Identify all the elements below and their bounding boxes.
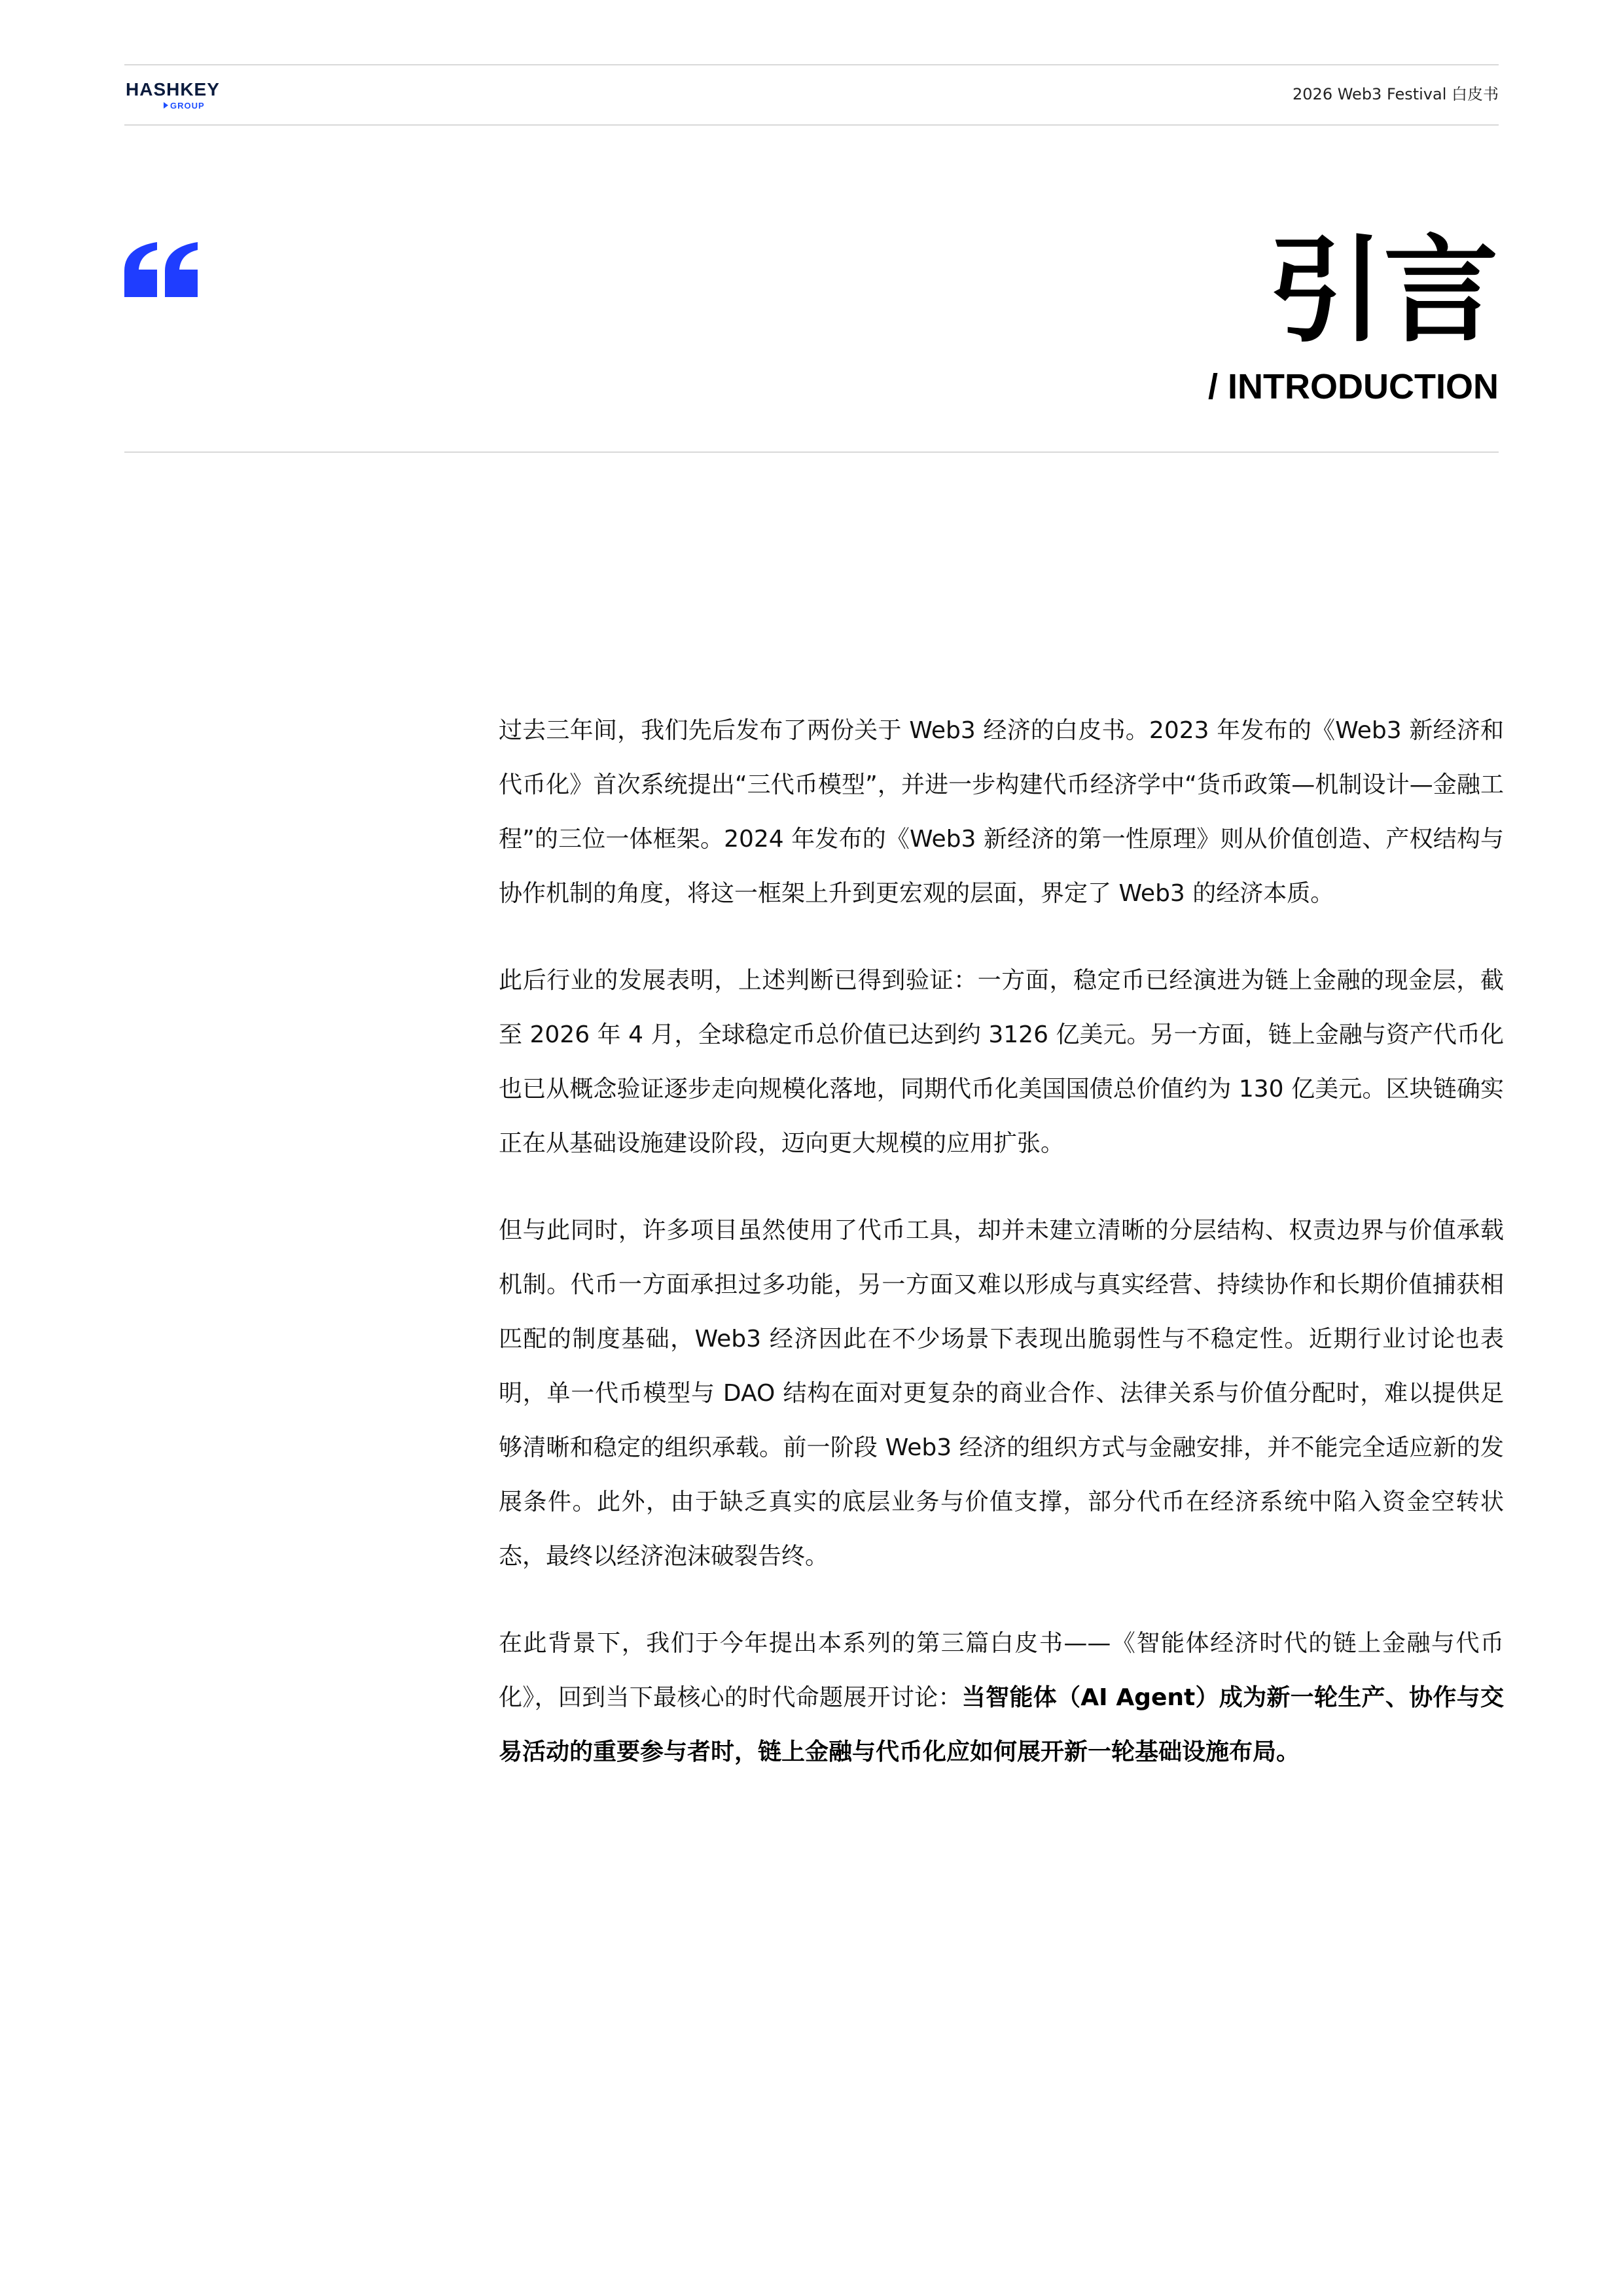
paragraph-3: 但与此同时，许多项目虽然使用了代币工具，却并未建立清晰的分层结构、权责边界与价值承载机制。代币一方面承担过多功能，另一方面又难以形成与真实经营、持续协作和长期价值捕获相匹配的制度基础，Web3 经济因此在不少场景下表现出脆弱性与不稳定性。近期行业讨论也表明，单一代币模型与 DAO 结构在面对更复杂的商业合作、法律关系与价值分配时，难以提供足够清晰和稳定的组织承载。前一阶段 Web3 经济的组织方式与金融安排，并不能完全适应新的发展条件。此外，由于缺乏真实的底层业务与价值支撑，部分代币在经济系统中陷入资金空转状态，最终以经济泡沫破裂告终。 xyxy=(499,1217,1504,1570)
quote-mark-icon xyxy=(124,242,198,297)
paragraph-4 xyxy=(499,1616,1504,1779)
document-header-title: 2026 Web3 Festival 白皮书 xyxy=(1293,85,1499,103)
paragraph-4-emphasis: 当智能体（AI Agent）成为新一轮生产、协作与交易活动的重要参与者时，链上金融与代币化应如何展开新一轮基础设施布局。 xyxy=(499,1684,1504,1765)
logo-wordmark: HASHKEY xyxy=(126,79,220,99)
paragraph-1: 过去三年间，我们先后发布了两份关于 Web3 经济的白皮书。2023 年发布的《Web3 新经济和代币化》首次系统提出“三代币模型”，并进一步构建代币经济学中“货币政策—机制设计—金融工程”的三位一体框架。2024 年发布的《Web3 新经济的第一性原理》则从价值创造、产权结构与协作机制的角度，将这一框架上升到更宏观的层面，界定了 Web3 的经济本质。 xyxy=(499,717,1504,907)
header-top-rule xyxy=(124,64,1499,65)
logo-subline xyxy=(164,101,205,111)
logo-arrow-icon xyxy=(164,102,168,109)
introduction-body xyxy=(499,703,1504,1812)
section-subtitle: / INTRODUCTION xyxy=(1208,367,1499,406)
header-bottom-rule xyxy=(124,124,1499,126)
logo-sub-text: GROUP xyxy=(170,101,205,111)
paragraph-2: 此后行业的发展表明，上述判断已得到验证：一方面，稳定币已经演进为链上金融的现金层，截至 2026 年 4 月，全球稳定币总价值已达到约 3126 亿美元。另一方面，链上金融与资产代币化也已从概念验证逐步走向规模化落地，同期代币化美国国债总价值约为 130 亿美元。区块链确实正在从基础设施建设阶段，迈向更大规模的应用扩张。 xyxy=(499,967,1504,1157)
section-divider xyxy=(124,451,1499,453)
paragraph-4-lead: 在此背景下，我们于今年提出本系列的第三篇白皮书——《智能体经济时代的链上金融与代币化》，回到当下最核心的时代命题展开讨论： xyxy=(499,1630,1504,1711)
hashkey-logo xyxy=(126,79,230,115)
section-title: 引言 xyxy=(1268,224,1499,358)
